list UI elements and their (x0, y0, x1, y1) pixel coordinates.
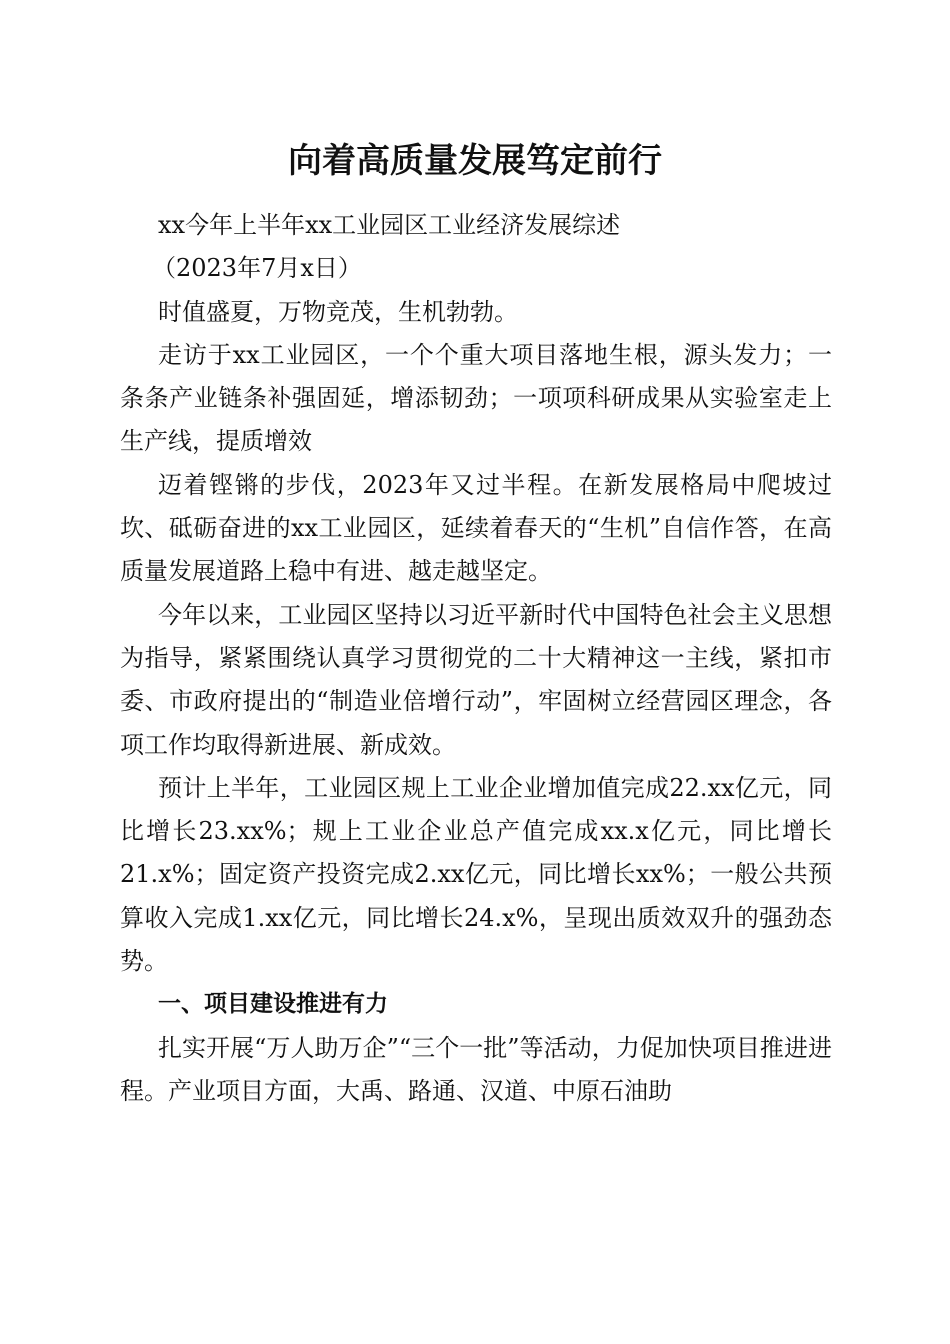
paragraph-1: 时值盛夏，万物竞茂，生机勃勃。 (158, 297, 518, 326)
document-title: 向着高质量发展笃定前行 (288, 141, 662, 181)
section-paragraph: 扎实开展“万人助万企”“三个一批”等活动，力促加快项目推进进程。产业项目方面，大禹、路通、汉道、中原石油助 (120, 1033, 832, 1105)
section-heading: 一、项目建设推进有力 (158, 991, 388, 1018)
paragraph-2: 走访于xx工业园区，一个个重大项目落地生根，源头发力；一条条产业链条补强固延，增添韧劲；一项项科研成果从实验室走上生产线，提质增效 (120, 340, 832, 456)
paragraph-4: 今年以来，工业园区坚持以习近平新时代中国特色社会主义思想为指导，紧紧围绕认真学习贯彻党的二十大精神这一主线，紧扣市委、市政府提出的“制造业倍增行动”，牢固树立经营园区理念，各项工作均取得新进展、新成效。 (120, 600, 832, 759)
document-date: （2023年7月x日） (152, 254, 362, 283)
document-subtitle: xx今年上半年xx工业园区工业经济发展综述 (158, 211, 621, 239)
document-body (120, 204, 832, 1113)
paragraph-5: 预计上半年，工业园区规上工业企业增加值完成22.xx亿元，同比增长23.xx%；规上工业企业总产值完成xx.x亿元，同比增长21.x%；固定资产投资完成2.xx亿元，同比增长xx%；一般公共预算收入完成1.xx亿元，同比增长24.x%，呈现出质效双升的强劲态势。 (120, 773, 832, 976)
paragraph-3: 迈着铿锵的步伐，2023年又过半程。在新发展格局中爬坡过坎、砥砺奋进的xx工业园区，延续着春天的“生机”自信作答，在高质量发展道路上稳中有进、越走越坚定。 (120, 470, 832, 586)
